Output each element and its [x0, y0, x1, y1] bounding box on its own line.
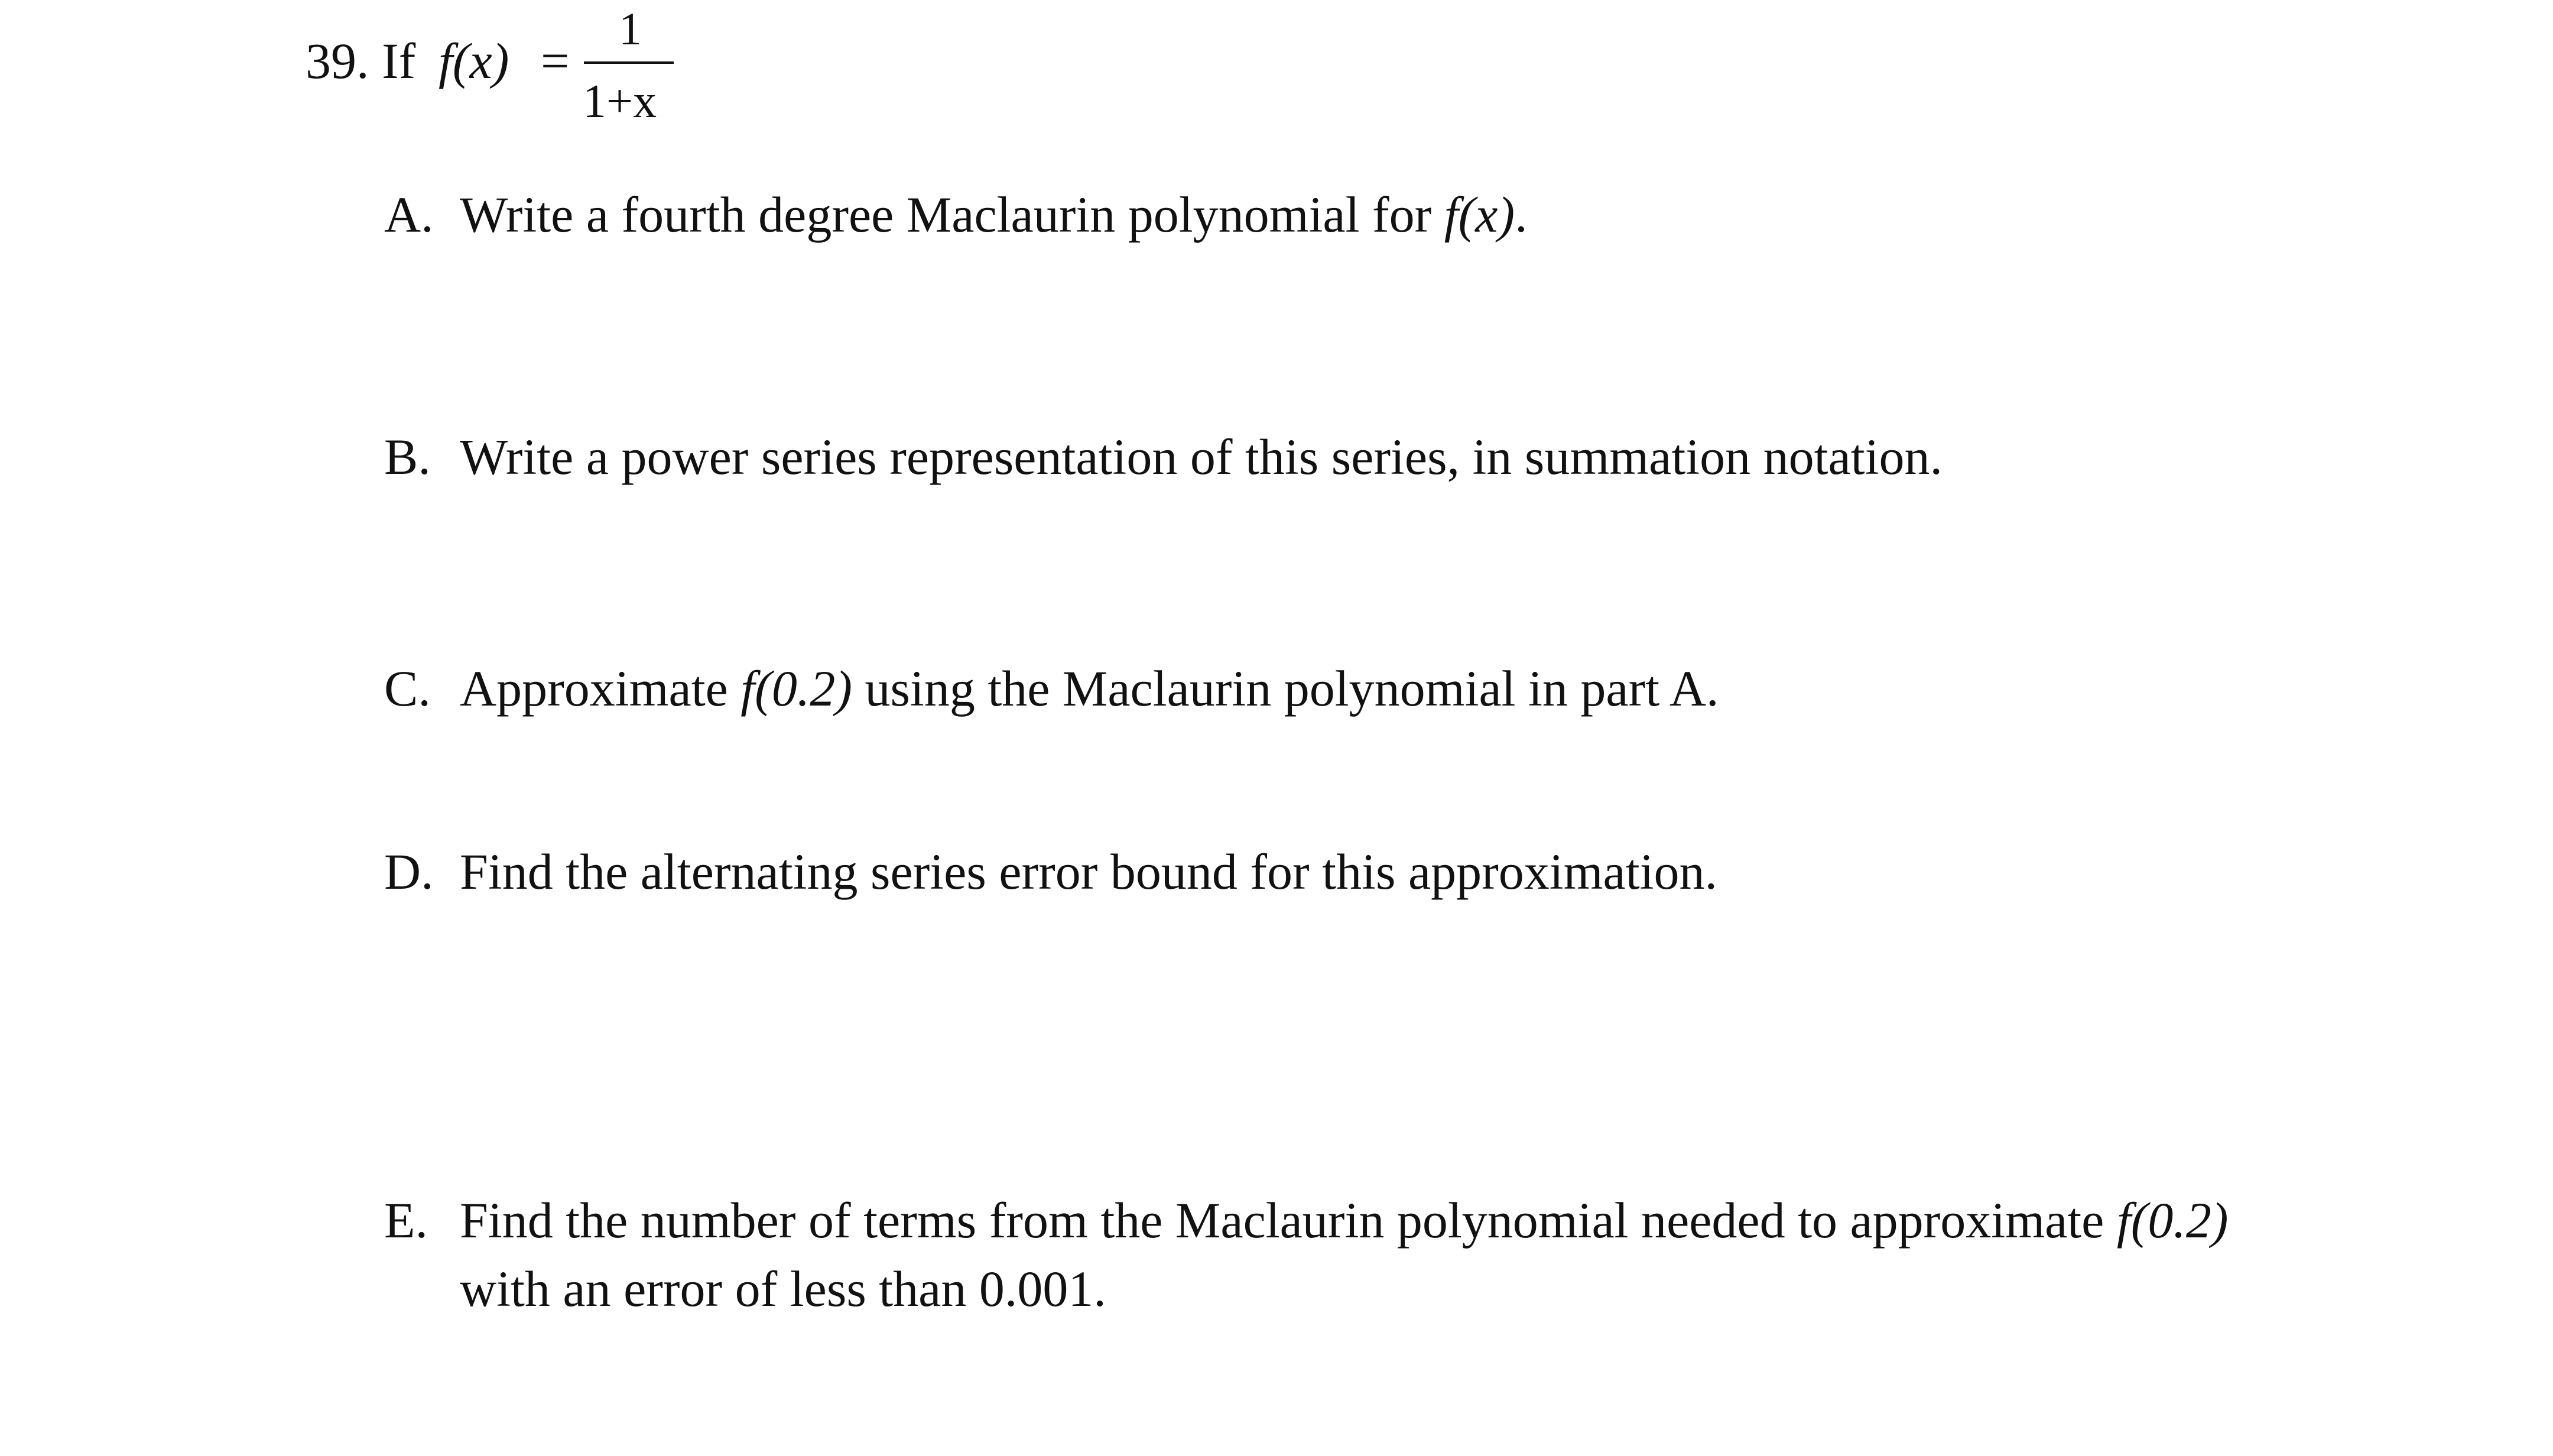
problem-number: 39. If — [306, 32, 416, 89]
equals-sign: = — [541, 32, 570, 89]
part-a-math: f(x) — [1444, 186, 1515, 243]
fraction-bar — [584, 61, 674, 64]
part-c-text-after: using the Maclaurin polynomial in part A. — [852, 660, 1719, 717]
part-c-text-before: Approximate — [460, 660, 741, 717]
part-c-text — [460, 660, 1719, 717]
part-e-text-line1 — [460, 1192, 2229, 1249]
part-c-math: f(0.2) — [740, 660, 852, 717]
part-a-text-before: Write a fourth degree Maclaurin polynomial for — [460, 186, 1444, 243]
part-a-text-after: . — [1515, 186, 1528, 243]
part-b-letter: B. — [384, 428, 431, 485]
part-d-text: Find the alternating series error bound for this approximation. — [460, 843, 1717, 900]
part-d-letter: D. — [384, 843, 434, 900]
part-a-letter: A. — [384, 186, 434, 243]
fraction-numerator: 1 — [619, 3, 642, 54]
part-a-text — [460, 186, 1528, 243]
part-e-text-line2: with an error of less than 0.001. — [460, 1260, 1106, 1317]
part-e-text-before: Find the number of terms from the Maclaurin polynomial needed to approximate — [460, 1192, 2117, 1249]
part-c-letter: C. — [384, 660, 431, 717]
part-b-text: Write a power series representation of this series, in summation notation. — [460, 428, 1943, 485]
part-e-math: f(0.2) — [2116, 1192, 2229, 1249]
function-lhs: f(x) — [439, 32, 509, 89]
fraction-denominator: 1+x — [583, 76, 657, 128]
part-e-letter: E. — [384, 1192, 428, 1249]
